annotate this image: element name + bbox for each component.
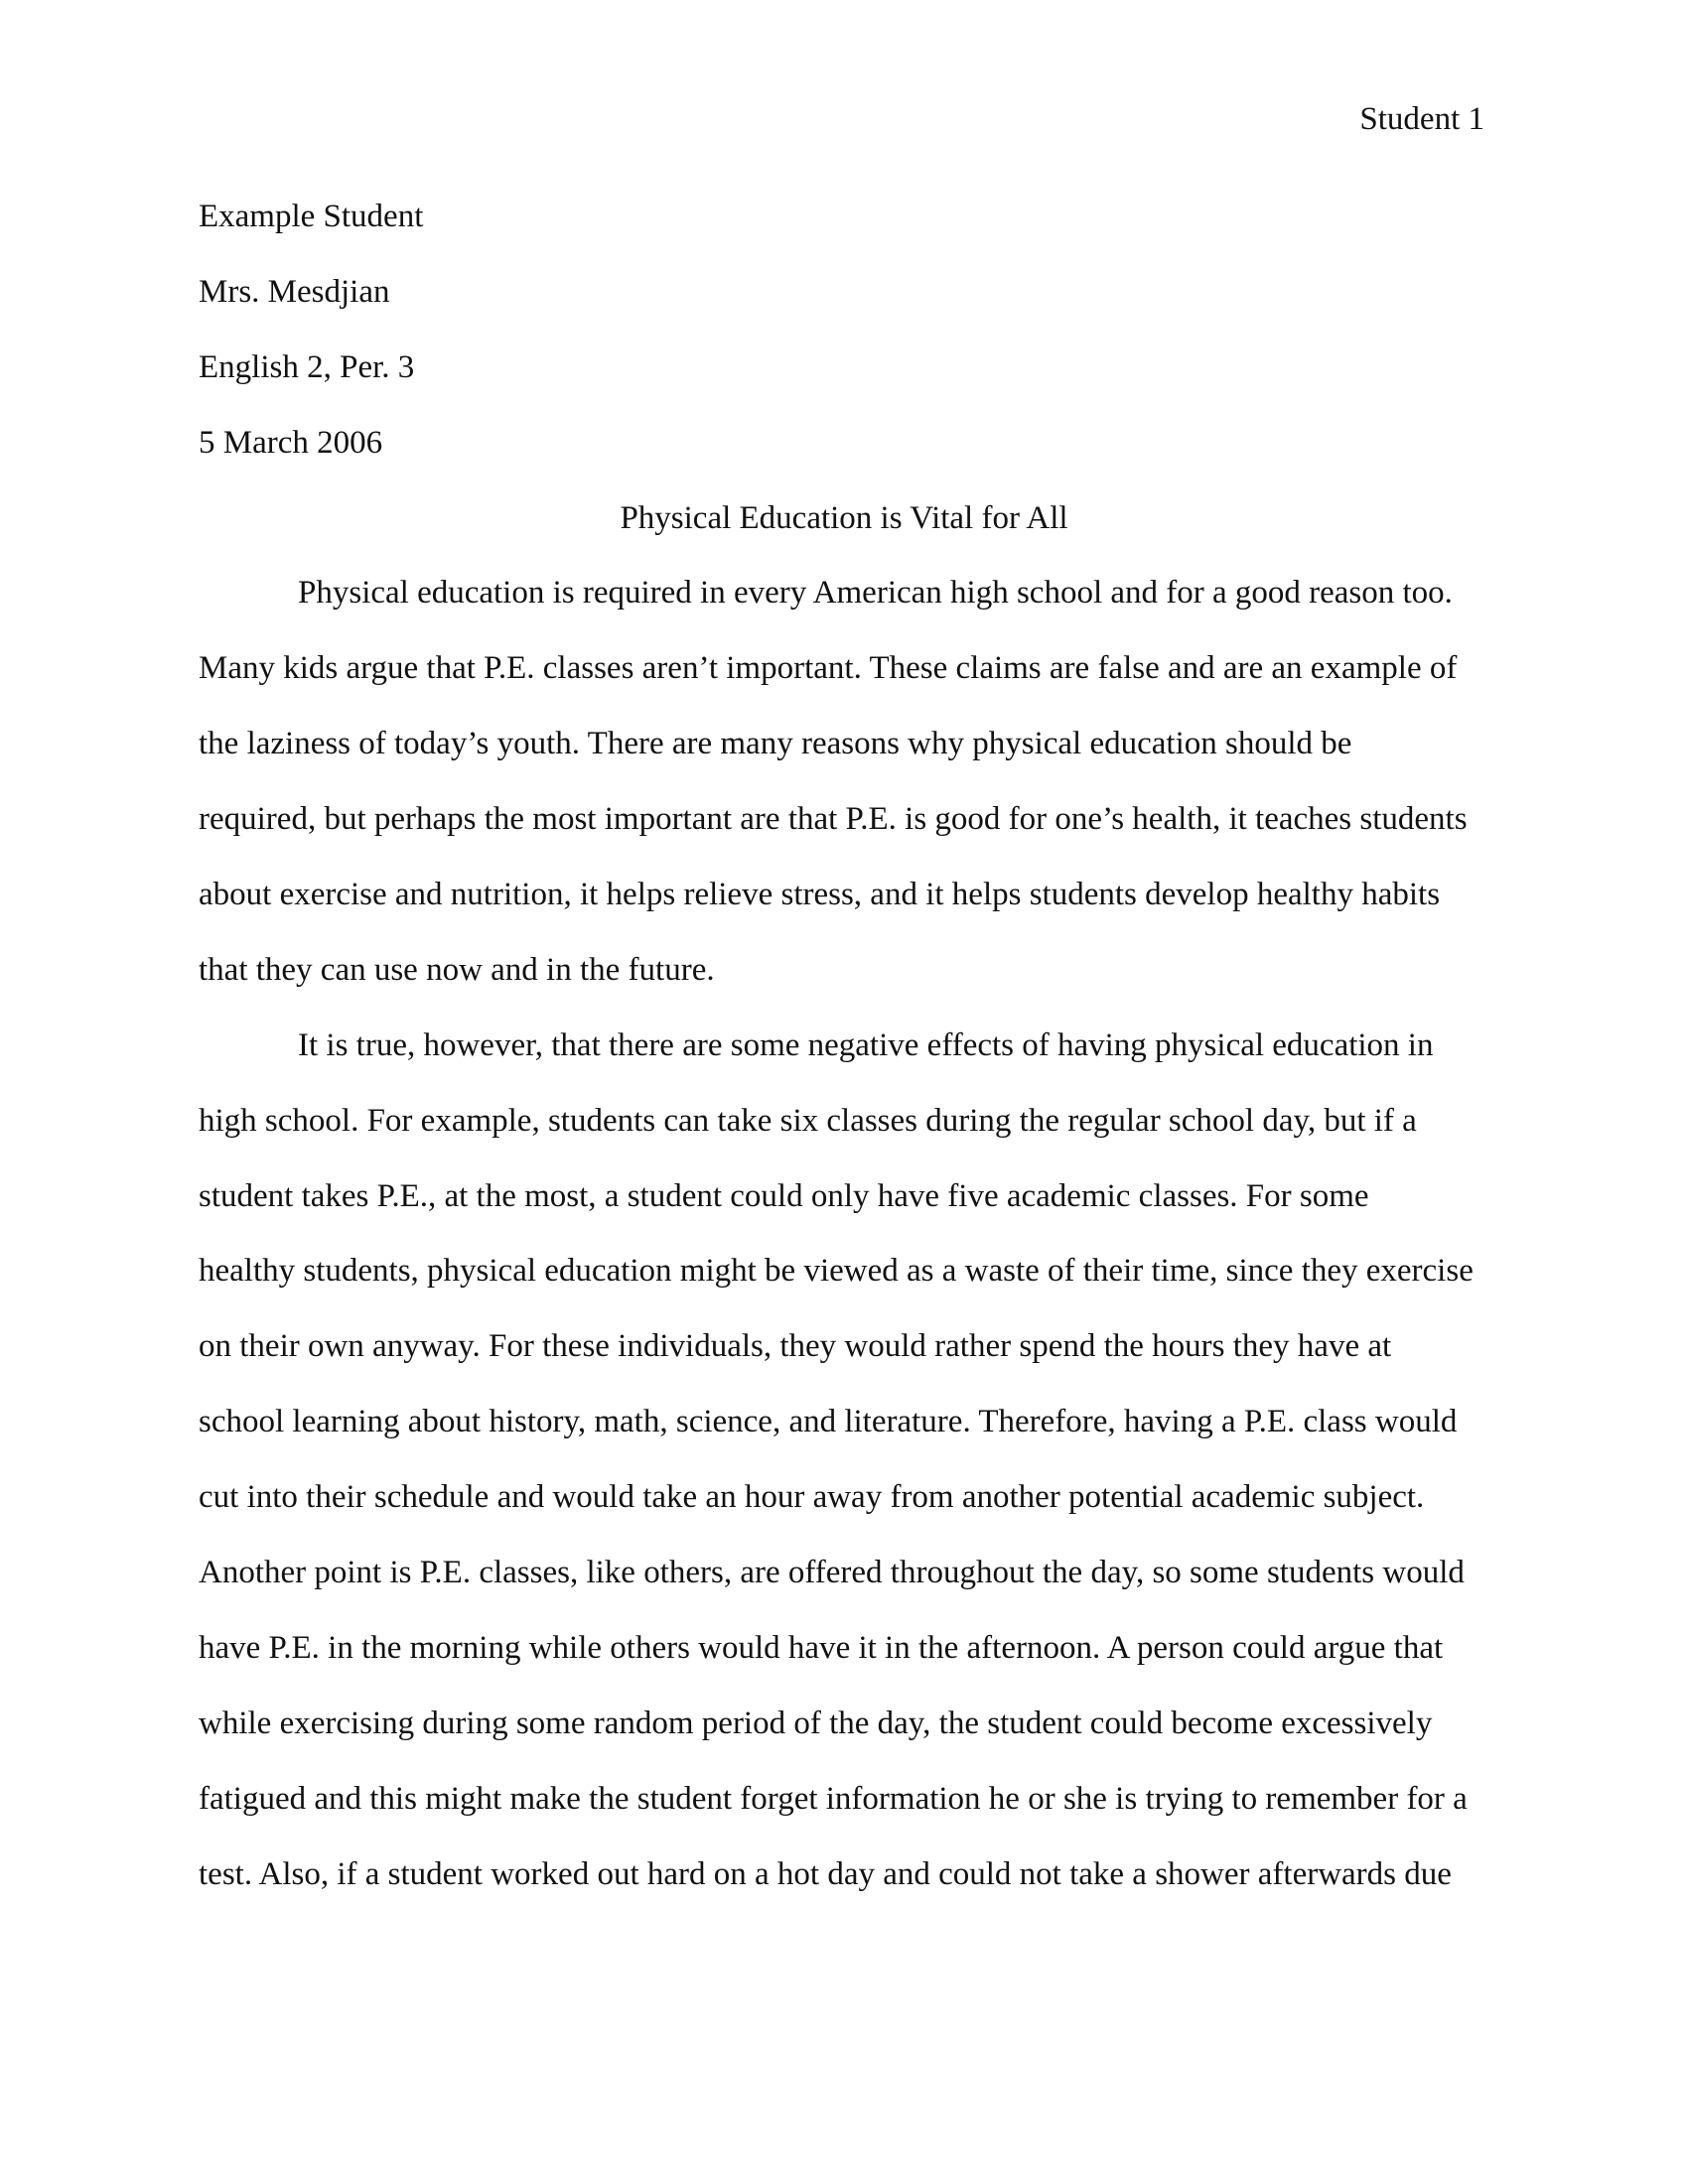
essay-date: 5 March 2006 [199,424,383,461]
essay-title: Physical Education is Vital for All [620,499,1068,536]
student-name: Example Student [199,199,424,234]
paragraph-line: Another point is P.E. classes, like others, are offered throughout the day, so some students would [199,1555,1465,1591]
paragraph-line: have P.E. in the morning while others would have it in the afternoon. A person could argue that [199,1629,1444,1666]
paragraph-2 [199,1024,1489,1928]
paragraph-line: cut into their schedule and would take an hour away from another potential academic subject. [199,1479,1425,1516]
paragraph-line: that they can use now and in the future. [199,951,715,988]
paragraph-line: Physical education is required in every American high school and for a good reason too. [298,575,1453,612]
paragraph-line: school learning about history, math, science, and literature. Therefore, having a P.E. class would [199,1404,1458,1440]
paragraph-line: about exercise and nutrition, it helps relieve stress, and it helps students develop healthy habits [199,877,1441,913]
paragraph-line: the laziness of today’s youth. There are many reasons why physical education should be [199,726,1352,762]
paragraph-line: fatigued and this might make the student forget information he or she is trying to remember for a [199,1780,1468,1817]
paragraph-line: student takes P.E., at the most, a student could only have five academic classes. For some [199,1177,1369,1214]
document-body [199,195,1489,1927]
paragraph-line: while exercising during some random period of the day, the student could become excessively [199,1705,1433,1741]
paragraph-line: high school. For example, students can take six classes during the regular school day, but if a [199,1102,1417,1139]
paragraph-line: required, but perhaps the most important are that P.E. is good for one’s health, it teaches students [199,801,1468,838]
paragraph-line: on their own anyway. For these individuals, they would rather spend the hours they have at [199,1328,1392,1365]
course-name: English 2, Per. 3 [199,348,415,385]
paragraph-line: test. Also, if a student worked out hard on a hot day and could not take a shower afterwards due [199,1855,1452,1892]
paragraph-line: It is true, however, that there are some negative effects of having physical education in [298,1026,1434,1063]
teacher-name: Mrs. Mesdjian [199,273,390,310]
paragraph-1 [199,571,1489,1023]
paragraph-line: Many kids argue that P.E. classes aren’t important. These claims are false and are an example of [199,650,1458,687]
paragraph-line: healthy students, physical education might be viewed as a waste of their time, since they exercise [199,1253,1474,1290]
running-head: Student 1 [1359,101,1484,137]
